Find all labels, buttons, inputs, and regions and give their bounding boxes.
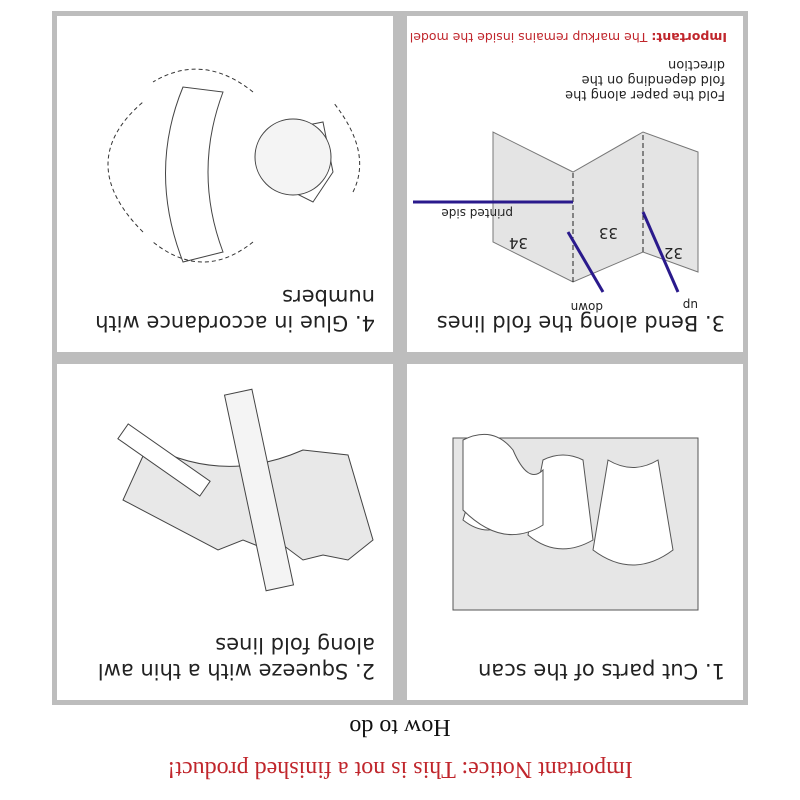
step-3-title: 3. Bend along the fold lines: [436, 311, 725, 335]
step-4-title: 4. Glue in accordance with numbers: [95, 285, 375, 335]
important-markup-note: [410, 30, 727, 45]
important-label: Important:: [651, 30, 727, 45]
important-text: The markup remains inside the model: [409, 30, 648, 45]
glue-illustration: [57, 16, 393, 352]
important-notice: Important Notice: This is not a finished product!: [167, 756, 633, 782]
step-2-panel: [57, 364, 393, 700]
step-1-title: 1. Cut parts of the scan: [478, 659, 725, 683]
page-heading: How to do: [349, 714, 451, 740]
step-2-title: 2. Squeeze with a thin awl along fold lines: [97, 633, 375, 683]
label-printed-side: printed side: [441, 206, 513, 220]
part-number: 34: [508, 234, 528, 252]
step-1-panel: [407, 364, 743, 700]
steps-frame: [52, 11, 748, 705]
fold-instruction: Fold the paper along the fold depending on the direction: [565, 57, 725, 102]
part-number: 32: [663, 244, 683, 262]
cut-parts-illustration: [407, 364, 743, 700]
label-down: down: [570, 300, 603, 314]
step-4-panel: [57, 16, 393, 352]
squeeze-awl-illustration: [57, 364, 393, 700]
part-number: 33: [598, 224, 618, 242]
step-3-panel: [407, 16, 743, 352]
label-up: up: [682, 298, 698, 312]
